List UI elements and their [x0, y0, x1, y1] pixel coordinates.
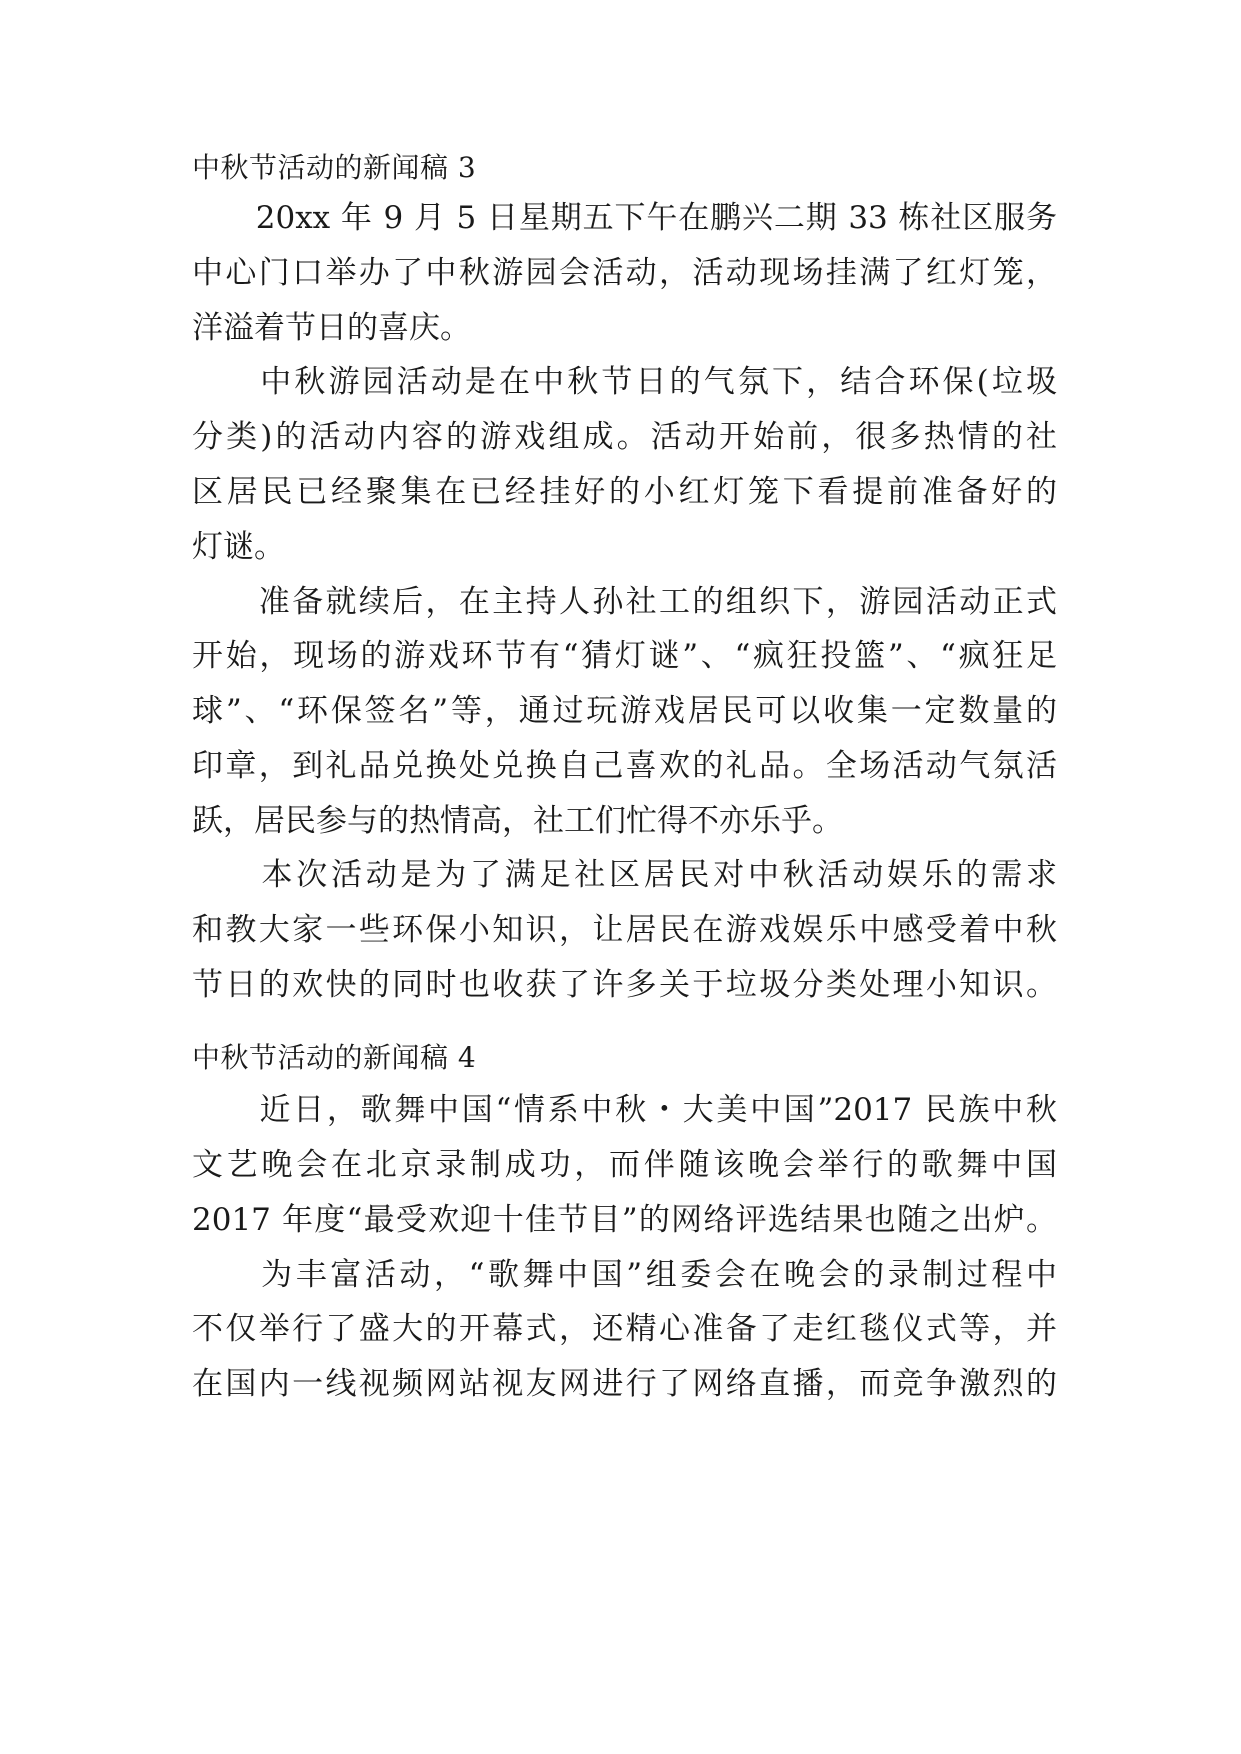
- text-line: 洋溢着节日的喜庆。: [192, 310, 471, 346]
- text-line: 球”、“环保签名”等，通过玩游戏居民可以收集一定数量的: [192, 693, 1057, 729]
- text-line: 和教大家一些环保小知识，让居民在游戏娱乐中感受着中秋: [192, 912, 1057, 948]
- text-line: 区居民已经聚集在已经挂好的小红灯笼下看提前准备好的: [192, 474, 1057, 510]
- text-line: 近日，歌舞中国“情系中秋・大美中国”2017 民族中秋: [192, 1092, 1057, 1128]
- text-line: 跃，居民参与的热情高，社工们忙得不亦乐乎。: [192, 803, 843, 839]
- text-line: 准备就续后，在主持人孙社工的组织下，游园活动正式: [192, 584, 1057, 620]
- text-line: 文艺晚会在北京录制成功，而伴随该晚会举行的歌舞中国: [192, 1147, 1057, 1183]
- text-line: 20xx 年 9 月 5 日星期五下午在鹏兴二期 33 栋社区服务: [192, 200, 1057, 236]
- text-line: 2017 年度“最受欢迎十佳节目”的网络评选结果也随之出炉。: [192, 1202, 1057, 1238]
- text-line: 中秋游园活动是在中秋节日的气氛下，结合环保(垃圾: [192, 364, 1057, 400]
- text-line: 不仅举行了盛大的开幕式，还精心准备了走红毯仪式等，并: [192, 1311, 1057, 1347]
- text-line: 为丰富活动，“歌舞中国”组委会在晚会的录制过程中: [192, 1257, 1057, 1293]
- text-line: 印章，到礼品兑换处兑换自己喜欢的礼品。全场活动气氛活: [192, 748, 1057, 784]
- text-line: 中心门口举办了中秋游园会活动，活动现场挂满了红灯笼，: [192, 255, 1057, 291]
- text-line: 分类)的活动内容的游戏组成。活动开始前，很多热情的社: [192, 419, 1057, 455]
- text-line: 节日的欢快的同时也收获了许多关于垃圾分类处理小知识。: [192, 967, 1057, 1003]
- text-line: 开始，现场的游戏环节有“猜灯谜”、“疯狂投篮”、“疯狂足: [192, 638, 1057, 674]
- section-3-heading: 中秋节活动的新闻稿 3: [192, 151, 477, 184]
- text-line: 在国内一线视频网站视友网进行了网络直播，而竞争激烈的: [192, 1366, 1057, 1402]
- text-line: 本次活动是为了满足社区居民对中秋活动娱乐的需求: [192, 857, 1057, 893]
- section-4-heading: 中秋节活动的新闻稿 4: [192, 1041, 477, 1074]
- text-line: 灯谜。: [192, 529, 285, 565]
